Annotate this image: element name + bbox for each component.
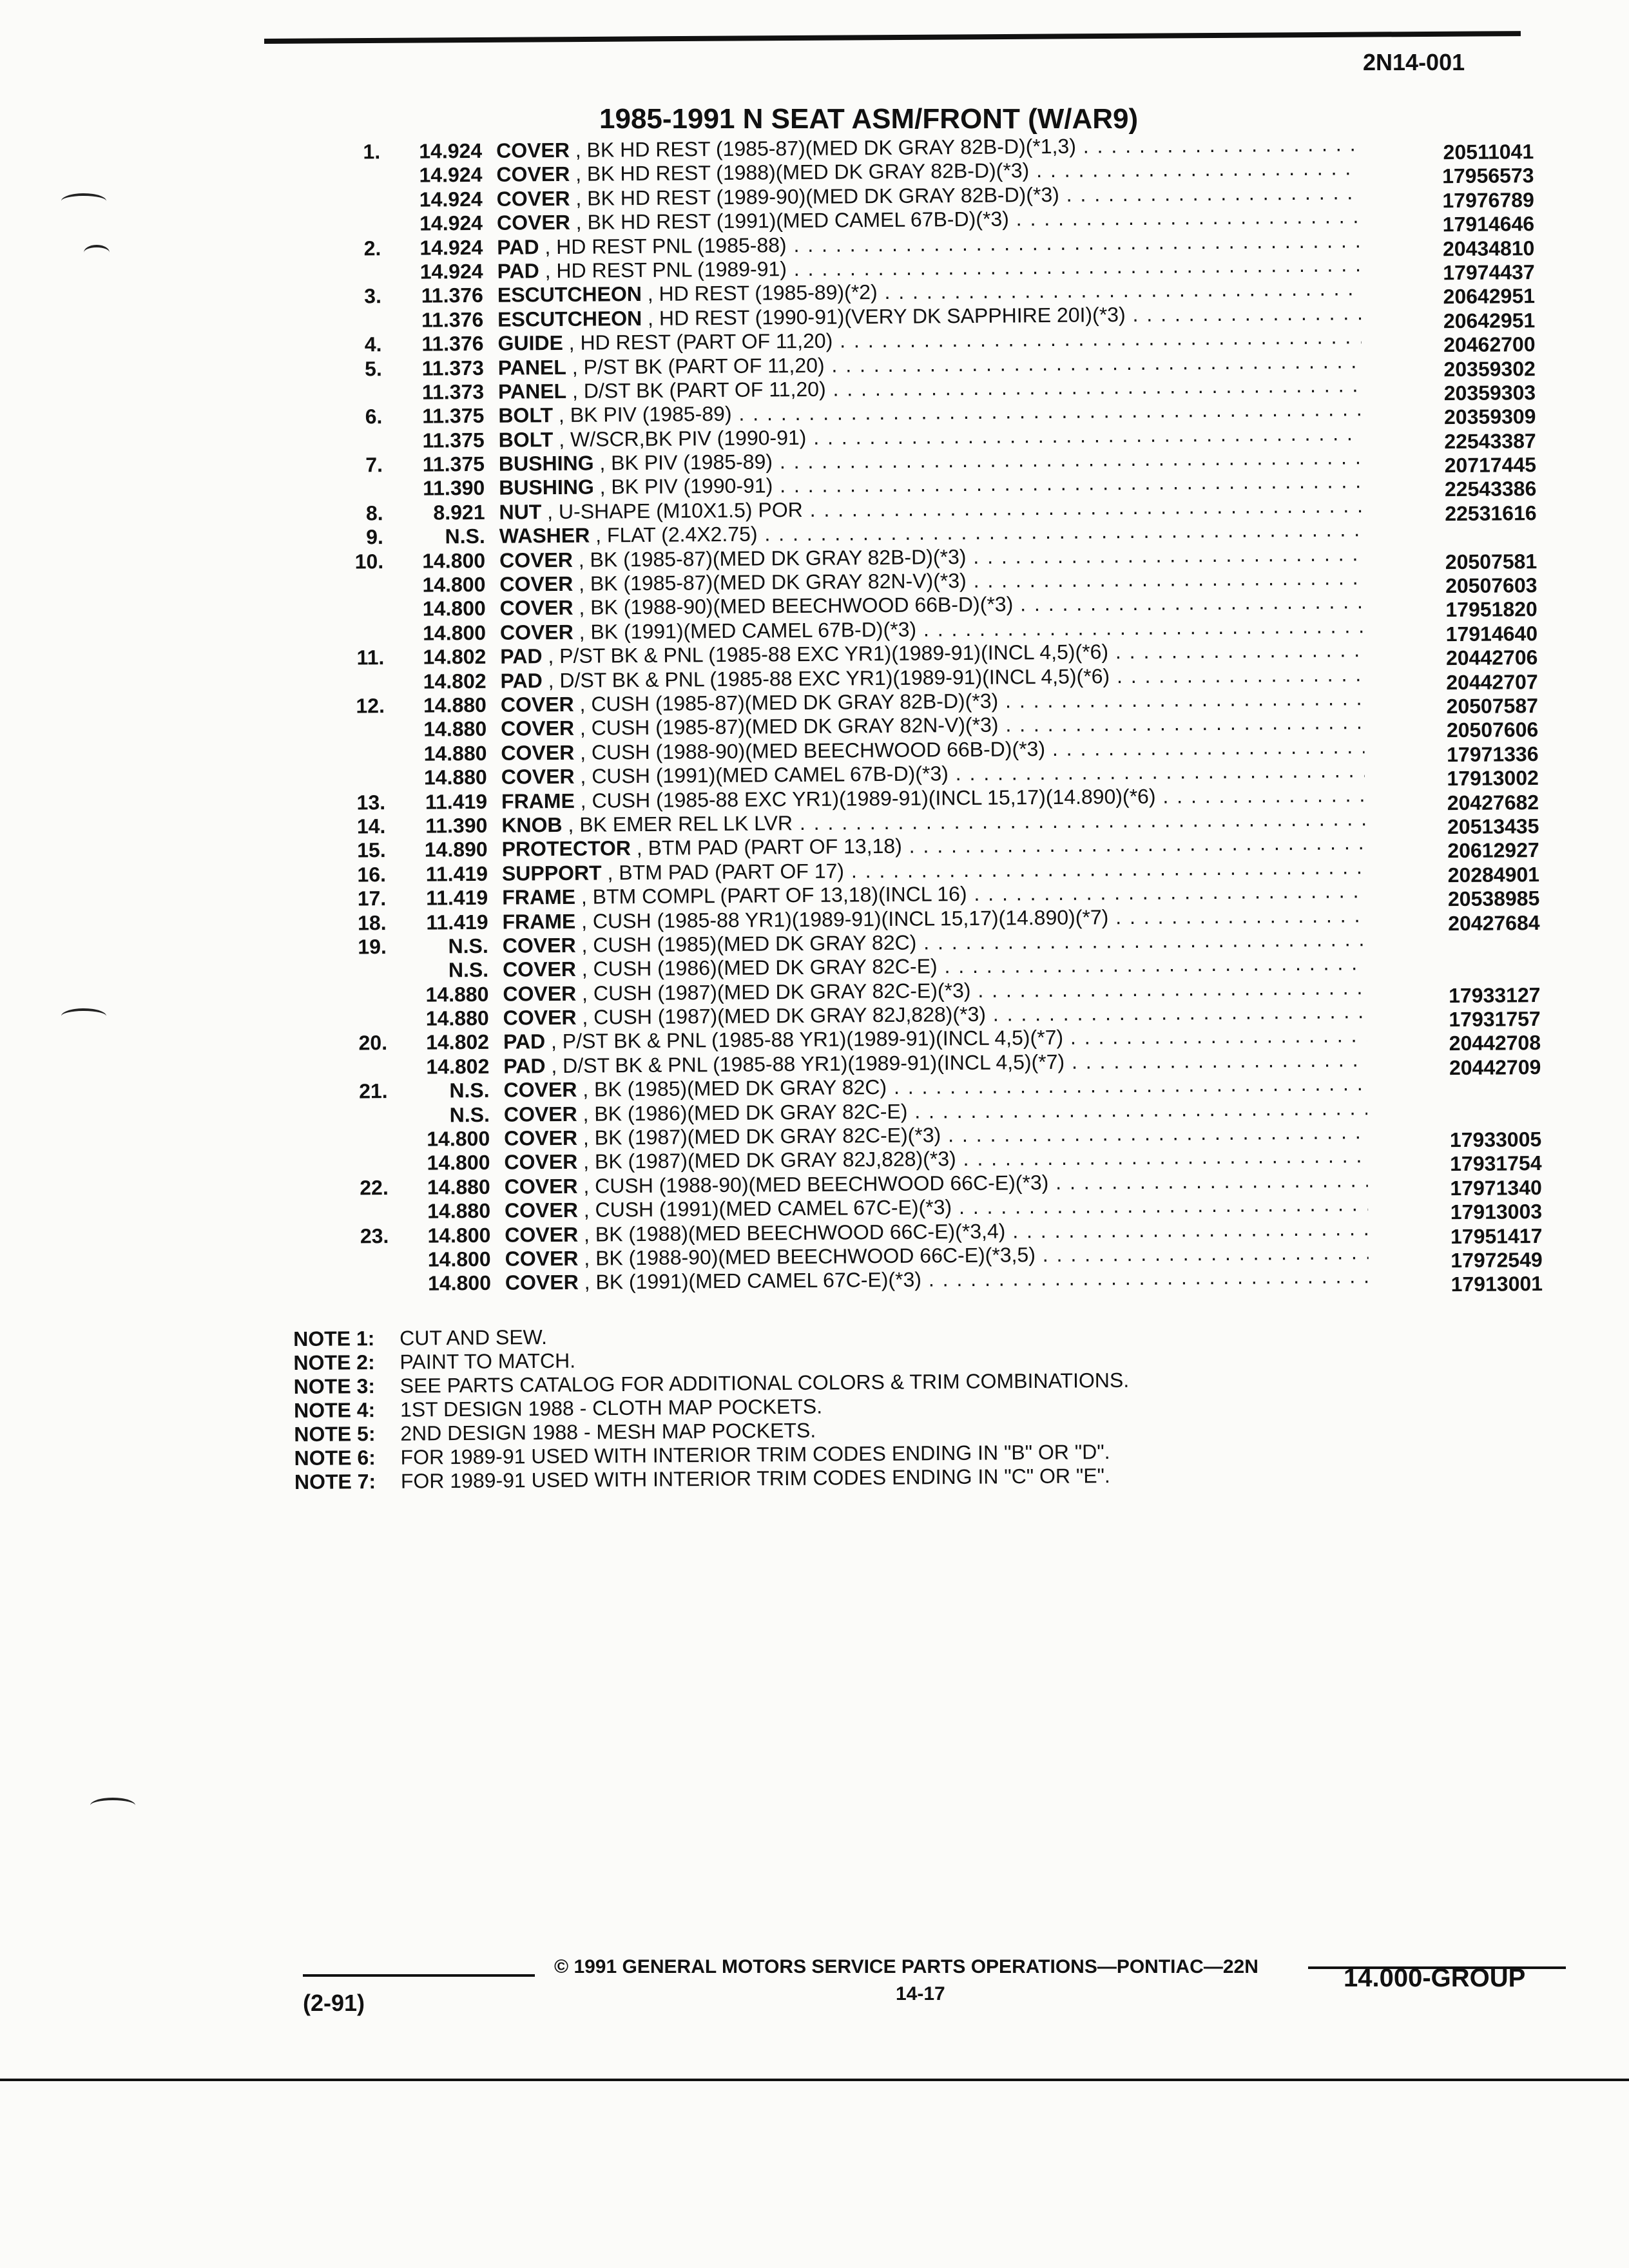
item-number [309,164,380,165]
part-detail: , D/ST BK (PART OF 11,20) [572,377,826,403]
part-number: 20427684 [1448,910,1540,935]
part-name: NUT [499,500,542,524]
part-name: COVER [502,933,576,957]
note-label: NOTE 3: [293,1374,376,1398]
group-number: 14.800 [422,572,486,597]
part-number [1412,1104,1541,1105]
part-name: PANEL [497,379,567,403]
group-number: 14.802 [423,669,487,693]
part-detail: , FLAT (2.4X2.75) [595,522,758,547]
item-number: 14. [356,814,386,838]
item-number: 20. [358,1031,388,1055]
part-name: COVER [502,957,577,981]
part-number: 20284901 [1447,862,1540,887]
part-number: 22543387 [1444,428,1536,453]
part-detail: , BK (1986)(MED DK GRAY 82C-E) [583,1099,908,1126]
item-number: 1. [363,140,381,164]
part-number: 17951820 [1445,597,1537,622]
group-number: 14.924 [419,235,483,260]
part-detail: , P/ST BK & PNL (1985-88 YR1)(1989-91)(INCL 4,5)(*7) [550,1026,1064,1053]
item-number: 3. [364,284,382,308]
part-detail: , BK (1988-90)(MED BEECHWOOD 66B-D)(*3) [579,592,1014,620]
part-number: 20462700 [1443,332,1536,357]
part-number: 17931754 [1450,1151,1542,1176]
part-number [1412,1079,1541,1081]
part-name: BOLT [498,403,554,428]
group-number: N.S. [448,958,489,982]
part-name: COVER [496,210,570,235]
part-detail: , BK HD REST (1989-90)(MED DK GRAY 82B-D)(*3) [575,182,1059,210]
item-number [313,598,384,599]
part-detail: , BK PIV (1985-89) [599,450,773,475]
note-text: 2ND DESIGN 1988 - MESH MAP POCKETS. [400,1418,816,1445]
part-detail: , CUSH (1991)(MED CAMEL 67B-D)(*3) [580,762,949,788]
part-detail: , HD REST PNL (1989-91) [545,257,787,283]
item-number [316,1007,387,1008]
group-number: 14.880 [427,1199,491,1223]
part-detail: , BK PIV (1990-91) [599,474,773,499]
margin-mark [90,1798,135,1813]
part-name: COVER [504,1174,578,1198]
item-number [316,1055,387,1056]
group-number: 14.800 [427,1247,491,1271]
part-detail: , HD REST PNL (1985-88) [545,233,787,258]
part-detail: , BK (1988-90)(MED BEECHWOOD 66C-E)(*3,5) [584,1243,1036,1270]
part-number: 17913003 [1450,1200,1543,1224]
item-number: 4. [364,332,382,356]
group-number: 14.924 [419,163,483,187]
part-number: 17971340 [1450,1175,1542,1200]
group-number: 11.419 [426,910,488,934]
group-number: 14.880 [423,693,487,717]
item-number [314,766,385,767]
part-name: PAD [500,668,543,693]
item-number [310,212,381,213]
part-name: ESCUTCHEON [497,306,642,331]
bottom-rule [0,2079,1629,2081]
part-name: COVER [501,764,575,789]
group-number: 11.390 [422,476,485,501]
part-name: PROTECTOR [501,836,631,861]
page-number: 14-17 [896,1983,945,2004]
part-name: SUPPORT [501,861,602,885]
note-label: NOTE 6: [294,1446,376,1470]
part-detail: , CUSH (1985-88 YR1)(1989-91)(INCL 15,17)(14.890)(*7) [581,905,1109,933]
item-number: 6. [365,405,383,428]
group-number: 11.419 [425,789,488,814]
part-number [1411,935,1540,936]
part-detail: , BTM PAD (PART OF 17) [607,859,845,885]
part-detail: , W/SCR,BK PIV (1990-91) [559,425,807,451]
part-name: PANEL [497,355,566,380]
margin-mark [84,245,110,260]
part-name: FRAME [502,885,576,909]
group-number: 11.375 [422,404,485,428]
part-detail: , U-SHAPE (M10X1.5) POR [547,497,803,523]
group-number: 14.802 [426,1054,490,1079]
part-detail: , D/ST BK & PNL (1985-88 EXC YR1)(1989-91)(INCL 4,5)(*6) [548,664,1110,692]
part-name: BUSHING [498,451,594,476]
part-number: 17933127 [1448,983,1541,1007]
part-name: BOLT [498,427,554,452]
item-number: 23. [360,1224,389,1248]
part-number: 17914640 [1445,621,1538,646]
group-number: N.S. [445,524,485,548]
part-name: FRAME [501,789,575,813]
notes-list [293,1321,1130,1494]
part-detail: , BTM PAD (PART OF 13,18) [636,834,902,860]
group-number: 11.376 [421,332,484,356]
item-number [312,429,383,430]
note-label: NOTE 2: [293,1350,375,1374]
group-number: 11.390 [425,813,488,838]
note-label: NOTE 7: [294,1470,376,1494]
part-number: 20507587 [1446,694,1539,718]
part-number: 20507581 [1445,549,1537,573]
part-detail: , BK (1991)(MED CAMEL 67B-D)(*3) [579,617,917,644]
part-detail: , CUSH (1985)(MED DK GRAY 82C) [581,930,917,957]
item-number: 22. [360,1175,389,1200]
item-number: 11. [356,646,385,669]
part-number: 17956573 [1441,164,1534,188]
part-name: COVER [505,1222,579,1247]
group-number: 14.890 [424,838,488,861]
part-name: COVER [503,1078,577,1102]
part-name: WASHER [499,523,590,548]
group-number: N.S. [449,1102,490,1126]
group-number: N.S. [449,1079,490,1102]
group-number: N.S. [448,934,488,958]
part-number: 17974437 [1443,260,1535,285]
item-number: 15. [357,838,386,862]
item-number: 17. [357,887,387,910]
part-name: COVER [505,1246,579,1271]
part-detail: , CUSH (1986)(MED DK GRAY 82C-E) [581,954,938,981]
part-number: 20434810 [1442,236,1535,260]
page-title: 1985-1991 N SEAT ASM/FRONT (W/AR9) [599,103,1139,135]
part-name: COVER [503,1102,577,1126]
part-detail: , BK (1985-87)(MED DK GRAY 82B-D)(*3) [578,544,967,572]
group-number: 14.880 [423,717,487,742]
group-number: 14.800 [422,620,487,645]
revision-date: (2-91) [303,1990,365,2016]
part-name: COVER [504,1198,578,1222]
part-detail: , BTM COMPL (PART OF 13,18)(INCL 16) [581,882,967,908]
part-name: COVER [499,548,574,572]
group-number: 14.924 [419,259,483,284]
top-rule [264,31,1521,44]
part-number: 20538985 [1447,887,1540,911]
note-text: CUT AND SEW. [399,1325,548,1350]
part-detail: , BK (1991)(MED CAMEL 67C-E)(*3) [584,1267,922,1294]
group-number: 14.880 [423,765,487,789]
group-number: 14.800 [422,548,486,573]
part-number: 20511041 [1443,140,1534,164]
parts-list [309,131,1556,1297]
part-name: COVER [501,740,575,765]
note-label: NOTE 5: [294,1422,376,1446]
part-name: COVER [505,1271,579,1295]
part-detail: , BK HD REST (1991)(MED CAMEL 67B-D)(*3) [575,207,1009,234]
note-text: SEE PARTS CATALOG FOR ADDITIONAL COLORS & TRIM COMBINATIONS. [400,1368,1130,1398]
group-number: 14.880 [425,982,489,1006]
part-name: PAD [497,235,539,259]
group-number: 11.419 [425,861,488,886]
group-number: 14.802 [425,1030,490,1055]
item-number [318,1272,389,1273]
part-detail: , CUSH (1987)(MED DK GRAY 82C-E)(*3) [581,978,971,1005]
part-number: 20612927 [1447,838,1539,863]
item-number [310,260,381,261]
part-number: 17971336 [1447,742,1539,766]
group-number: 14.924 [419,211,483,235]
group-number: 14.880 [425,1006,489,1030]
item-number [314,742,385,743]
part-detail: , BK HD REST (1988)(MED DK GRAY 82B-D)(*3) [575,159,1030,186]
part-number: 20359302 [1443,356,1536,381]
item-number: 18. [357,910,387,934]
note-label: NOTE 1: [293,1327,375,1350]
part-name: PAD [500,644,543,668]
part-number: 20642951 [1443,284,1536,309]
part-name: PAD [503,1030,546,1054]
part-detail: , BK EMER REL LK LVR [568,811,793,836]
part-name: COVER [501,716,575,741]
part-name: ESCUTCHEON [497,282,642,307]
part-number [1411,959,1540,960]
part-name: COVER [503,981,577,1006]
part-detail: , CUSH (1987)(MED DK GRAY 82J,828)(*3) [582,1002,987,1029]
part-number: 17976789 [1442,187,1534,212]
part-name: COVER [504,1126,578,1150]
item-number: 8. [365,501,383,525]
item-number: 19. [358,934,387,959]
part-number: 20442708 [1449,1031,1541,1055]
group-number: 14.802 [423,645,487,669]
note-text: 1ST DESIGN 1988 - CLOTH MAP POCKETS. [400,1394,823,1421]
part-number: 17913002 [1447,766,1539,791]
group-number: 14.800 [427,1126,490,1151]
item-number: 13. [356,790,386,814]
group-number: 14.880 [427,1175,490,1199]
group-number: 11.373 [421,356,484,380]
note-label: NOTE 4: [293,1398,376,1422]
part-name: COVER [496,186,570,211]
part-number: 20507603 [1445,573,1537,598]
part-number: 17951417 [1450,1224,1543,1248]
part-name: FRAME [502,909,576,934]
part-detail: , BK (1987)(MED DK GRAY 82C-E)(*3) [583,1123,941,1149]
item-number [313,670,384,671]
part-number: 20359303 [1443,380,1536,405]
group-number: 8.921 [433,500,485,524]
item-number [310,188,381,189]
part-detail: , CUSH (1985-87)(MED DK GRAY 82B-D)(*3) [579,689,999,716]
part-detail: , P/ST BK (PART OF 11,20) [572,353,825,379]
part-detail: , BK PIV (1985-89) [558,402,732,427]
part-number: 20507606 [1446,718,1539,742]
part-name: COVER [499,596,574,620]
item-number: 12. [356,694,385,718]
item-number: 9. [366,525,383,549]
part-number [1408,525,1537,526]
part-name: COVER [499,572,574,596]
margin-mark [61,193,106,209]
part-number: 20359309 [1443,405,1536,429]
item-number [317,1151,388,1152]
part-name: COVER [496,138,570,162]
item-number: 21. [358,1079,388,1103]
part-detail: , HD REST (1990-91)(VERY DK SAPPHIRE 20I)(*3) [647,302,1126,330]
part-detail: , P/ST BK & PNL (1985-88 EXC YR1)(1989-91)(INCL 4,5)(*6) [548,640,1109,668]
part-number: 22543386 [1444,477,1537,501]
group-label: 14.000-GROUP [1344,1964,1526,1992]
item-number [318,1248,389,1249]
item-number [316,983,387,984]
part-name: COVER [496,162,570,187]
part-name: PAD [503,1054,546,1078]
group-number: 11.376 [421,284,484,307]
group-number: 14.800 [427,1223,491,1247]
part-detail: , HD REST (PART OF 11,20) [568,329,833,354]
part-detail: , CUSH (1985-87)(MED DK GRAY 82N-V)(*3) [579,713,999,740]
item-number: 10. [354,549,384,573]
part-name: COVER [500,692,574,716]
margin-mark [61,1008,106,1024]
part-detail: , CUSH (1985-88 EXC YR1)(1989-91)(INCL 15,17)(14.890)(*6) [580,784,1156,812]
part-number: 17972549 [1451,1247,1543,1273]
part-detail: , BK (1985-87)(MED DK GRAY 82N-V)(*3) [578,569,967,595]
part-name: PAD [497,259,539,283]
footer-rule-left [303,1974,535,1977]
part-name: GUIDE [497,331,563,355]
group-number: 11.375 [422,428,485,452]
note-text: FOR 1989-91 USED WITH INTERIOR TRIM CODES ENDING IN "C" OR "E". [400,1464,1110,1493]
part-detail: , D/ST BK & PNL (1985-88 YR1)(1989-91)(INCL 4,5)(*7) [551,1050,1065,1077]
item-number [312,477,383,478]
part-detail: , CUSH (1991)(MED CAMEL 67C-E)(*3) [583,1195,952,1222]
part-number: 17913001 [1451,1272,1543,1296]
group-number: 14.800 [422,597,486,621]
note-text: PAINT TO MATCH. [400,1349,576,1374]
group-number: 14.800 [427,1271,492,1295]
group-number: 14.924 [419,139,483,163]
group-number: 14.800 [427,1151,490,1175]
part-number: 17933005 [1449,1128,1542,1152]
part-detail: , CUSH (1988-90)(MED BEECHWOOD 66B-D)(*3) [580,736,1046,764]
part-number: 20442706 [1445,646,1538,670]
group-number: 11.375 [422,452,485,476]
part-number: 20513435 [1447,814,1539,839]
part-detail: , BK (1987)(MED DK GRAY 82J,828)(*3) [583,1147,956,1174]
item-number: 2. [363,236,381,260]
note-text: FOR 1989-91 USED WITH INTERIOR TRIM CODES ENDING IN "B" OR "D". [400,1440,1110,1469]
group-number: 11.419 [425,885,488,910]
part-number: 20717445 [1444,453,1537,477]
part-detail: , BK (1988)(MED BEECHWOOD 66C-E)(*3,4) [583,1219,1006,1246]
part-name: KNOB [501,812,563,837]
part-number: 20442709 [1449,1055,1541,1079]
part-name: COVER [499,620,574,644]
item-number [313,573,383,574]
group-number: 14.880 [423,741,487,765]
part-name: BUSHING [499,476,594,500]
copyright-text: © 1991 GENERAL MOTORS SERVICE PARTS OPERATIONS—PONTIAC—22N [554,1956,1258,1977]
part-detail: , BK (1985)(MED DK GRAY 82C) [583,1075,887,1101]
part-name: COVER [504,1150,578,1175]
item-number: 16. [357,862,387,887]
part-number: 22531616 [1445,501,1537,526]
part-name: COVER [503,1005,577,1030]
part-number: 17914646 [1442,212,1535,236]
part-number: 20442707 [1446,669,1538,694]
part-number: 20427682 [1447,790,1539,814]
part-detail: , HD REST (1985-89)(*2) [647,280,878,306]
part-number: 20642951 [1443,308,1536,332]
item-number: 7. [365,453,383,477]
part-number: 17931757 [1449,1007,1541,1032]
group-number: 14.924 [419,187,483,211]
page-code: 2N14-001 [1363,49,1465,75]
part-detail: , CUSH (1988-90)(MED BEECHWOOD 66C-E)(*3) [583,1170,1049,1198]
part-detail: , BK HD REST (1985-87)(MED DK GRAY 82B-D)(*1,3) [575,134,1077,162]
group-number: 11.376 [421,307,484,332]
item-number: 5. [364,356,382,380]
group-number: 11.373 [421,380,485,404]
